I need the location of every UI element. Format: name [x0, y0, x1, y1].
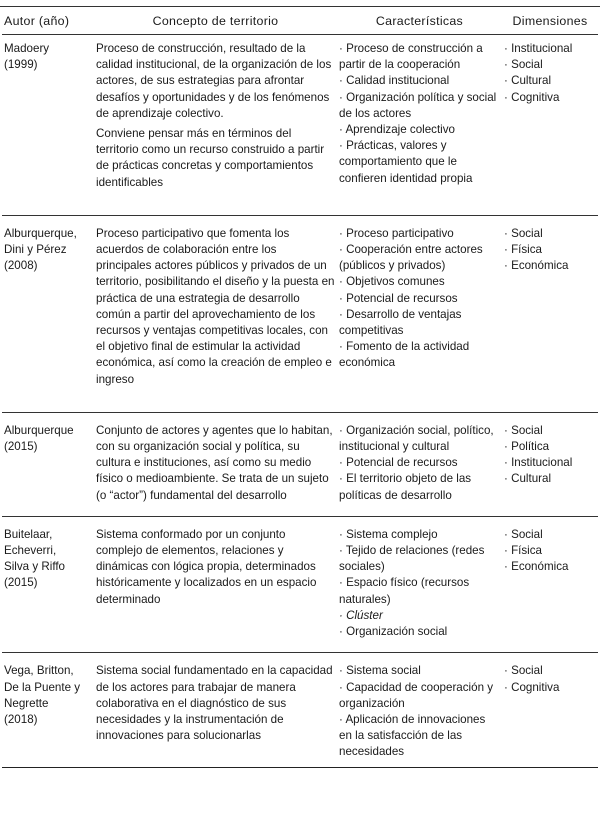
- concept-paragraph: Sistema social fundamentado en la capacidad de los actores para trabajar de manera colaborativa en el diagnóstico de sus necesidades y la instrumentación de innovaciones para solucionarlas: [96, 664, 333, 743]
- characteristic-item: · Capacidad de cooperación y organización: [339, 680, 494, 710]
- characteristic-item: · Calidad institucional: [339, 74, 450, 88]
- author-cell: [2, 516, 94, 652]
- concept-cell: [94, 653, 337, 767]
- dimensions-cell: [502, 516, 598, 652]
- territory-concepts-table: [2, 8, 598, 768]
- dimensions-cell: [502, 35, 598, 216]
- dimension-item: · Económica: [504, 259, 569, 273]
- concept-cell: [94, 412, 337, 516]
- author-line: Alburquerque,: [4, 226, 77, 240]
- header-row: [2, 8, 598, 35]
- dimensions-cell: [502, 412, 598, 516]
- characteristic-item: · El territorio objeto de las políticas de desarrollo: [339, 472, 472, 502]
- dimension-item: · Social: [504, 226, 543, 240]
- author-line: (2018): [4, 712, 38, 726]
- concept-cell: [94, 215, 337, 412]
- author-line: Echeverri,: [4, 544, 57, 558]
- concept-paragraph: Proceso participativo que fomenta los acuerdos de colaboración entre los principales actores públicos y privados de un territorio, posibilitando el diseño y la puesta en práctica de una estrategia de desarrollo común a partir del aprovechamiento de los recursos y ventajas competitivas locales, con el objetivo final de estimular la actividad económica, así como la creación de empleo e ingreso: [96, 226, 335, 386]
- characteristic-item: · Sistema complejo: [339, 527, 438, 541]
- author-line: (2008): [4, 259, 38, 273]
- characteristics-cell: [337, 653, 502, 767]
- characteristics-cell: [337, 412, 502, 516]
- characteristic-item: · Espacio físico (recursos naturales): [339, 576, 470, 606]
- author-line: (2015): [4, 440, 38, 454]
- concept-paragraph: Proceso de construcción, resultado de la calidad institucional, de la organización de los actores, de sus estrategias para afrontar desafíos y oportunidades y de los fenómenos de aprendizaje colectivo.: [96, 42, 332, 120]
- characteristic-item: · Cooperación entre actores (públicos y privados): [339, 243, 483, 273]
- characteristic-item: · Potencial de recursos: [339, 291, 458, 305]
- characteristic-item: · Organización social, político, institucional y cultural: [339, 423, 494, 454]
- dimension-item: · Física: [504, 544, 543, 558]
- characteristic-item: · Fomento de la actividad económica: [339, 340, 470, 370]
- characteristic-item: · Organización política y social de los actores: [339, 90, 497, 120]
- characteristic-item: · Proceso de construcción a partir de la cooperación: [339, 42, 483, 72]
- author-line: Dini y Pérez: [4, 243, 67, 257]
- dimension-item: · Física: [504, 243, 543, 257]
- author-line: De la Puente y: [4, 680, 81, 694]
- characteristic-item: · Clúster: [339, 608, 383, 622]
- header-dimensions: Dimensiones: [502, 8, 598, 35]
- table-row: [2, 516, 598, 652]
- characteristics-cell: [337, 35, 502, 216]
- author-line: (1999): [4, 58, 38, 72]
- characteristic-item: · Organización social: [339, 625, 448, 639]
- dimension-item: · Cognitiva: [504, 90, 560, 104]
- author-cell: [2, 215, 94, 412]
- dimension-item: · Cultural: [504, 74, 552, 88]
- table-row: [2, 215, 598, 412]
- dimension-item: · Política: [504, 440, 550, 454]
- dimension-item: · Social: [504, 58, 543, 72]
- characteristic-item: · Aprendizaje colectivo: [339, 123, 455, 137]
- author-line: Silva y Riffo: [4, 560, 65, 574]
- author-line: Negrette: [4, 696, 49, 710]
- dimensions-cell: [502, 215, 598, 412]
- header-author: Autor (año): [2, 8, 94, 35]
- dimension-item: · Cultural: [504, 472, 552, 486]
- table-row: [2, 35, 598, 216]
- author-line: (2015): [4, 576, 38, 590]
- table-row: [2, 412, 598, 516]
- author-cell: [2, 412, 94, 516]
- dimension-item: · Institucional: [504, 42, 573, 55]
- concept-paragraph: Conviene pensar más en términos del territorio como un recurso construido a partir de prácticas concretas y comportamientos identificables: [96, 127, 325, 189]
- concept-paragraph: Sistema conformado por un conjunto complejo de elementos, relaciones y dinámicas con lógica propia, determinados históricamente y localizados en un espacio determinado: [96, 527, 317, 606]
- characteristic-item: · Sistema social: [339, 664, 421, 678]
- concept-paragraph: Conjunto de actores y agentes que lo habitan, con su organización social y política, su cultura e instituciones, así como su medio físico o medioambiente. Se trata de un sujeto (o “actor”) fundamental del desarrollo: [96, 423, 333, 502]
- characteristic-item: · Prácticas, valores y comportamiento que le confieren identidad propia: [339, 139, 473, 185]
- dimensions-cell: [502, 653, 598, 767]
- characteristic-item: · Proceso participativo: [339, 226, 454, 240]
- dimension-item: · Cognitiva: [504, 680, 560, 694]
- characteristic-item: · Tejido de relaciones (redes sociales): [339, 544, 485, 574]
- author-line: Vega, Britton,: [4, 664, 74, 678]
- characteristic-item: · Objetivos comunes: [339, 275, 445, 289]
- dimension-item: · Institucional: [504, 456, 573, 470]
- characteristic-item: · Potencial de recursos: [339, 456, 458, 470]
- characteristics-cell: [337, 215, 502, 412]
- concept-cell: [94, 35, 337, 216]
- author-cell: [2, 653, 94, 767]
- header-concept: Concepto de territorio: [94, 8, 337, 35]
- dimension-item: · Social: [504, 664, 543, 678]
- header-characteristics: Características: [337, 8, 502, 35]
- dimension-item: · Social: [504, 423, 543, 437]
- characteristic-item: · Aplicación de innovaciones en la satisfacción de las necesidades: [339, 712, 486, 759]
- author-line: Alburquerque: [4, 423, 74, 437]
- characteristics-cell: [337, 516, 502, 652]
- characteristic-item: · Desarrollo de ventajas competitivas: [339, 307, 462, 338]
- author-cell: [2, 35, 94, 216]
- author-line: Madoery: [4, 42, 50, 55]
- dimension-item: · Económica: [504, 560, 569, 574]
- author-line: Buitelaar,: [4, 527, 53, 541]
- concept-cell: [94, 516, 337, 652]
- top-rule: [0, 0, 600, 7]
- dimension-item: · Social: [504, 527, 543, 541]
- table-row: [2, 653, 598, 767]
